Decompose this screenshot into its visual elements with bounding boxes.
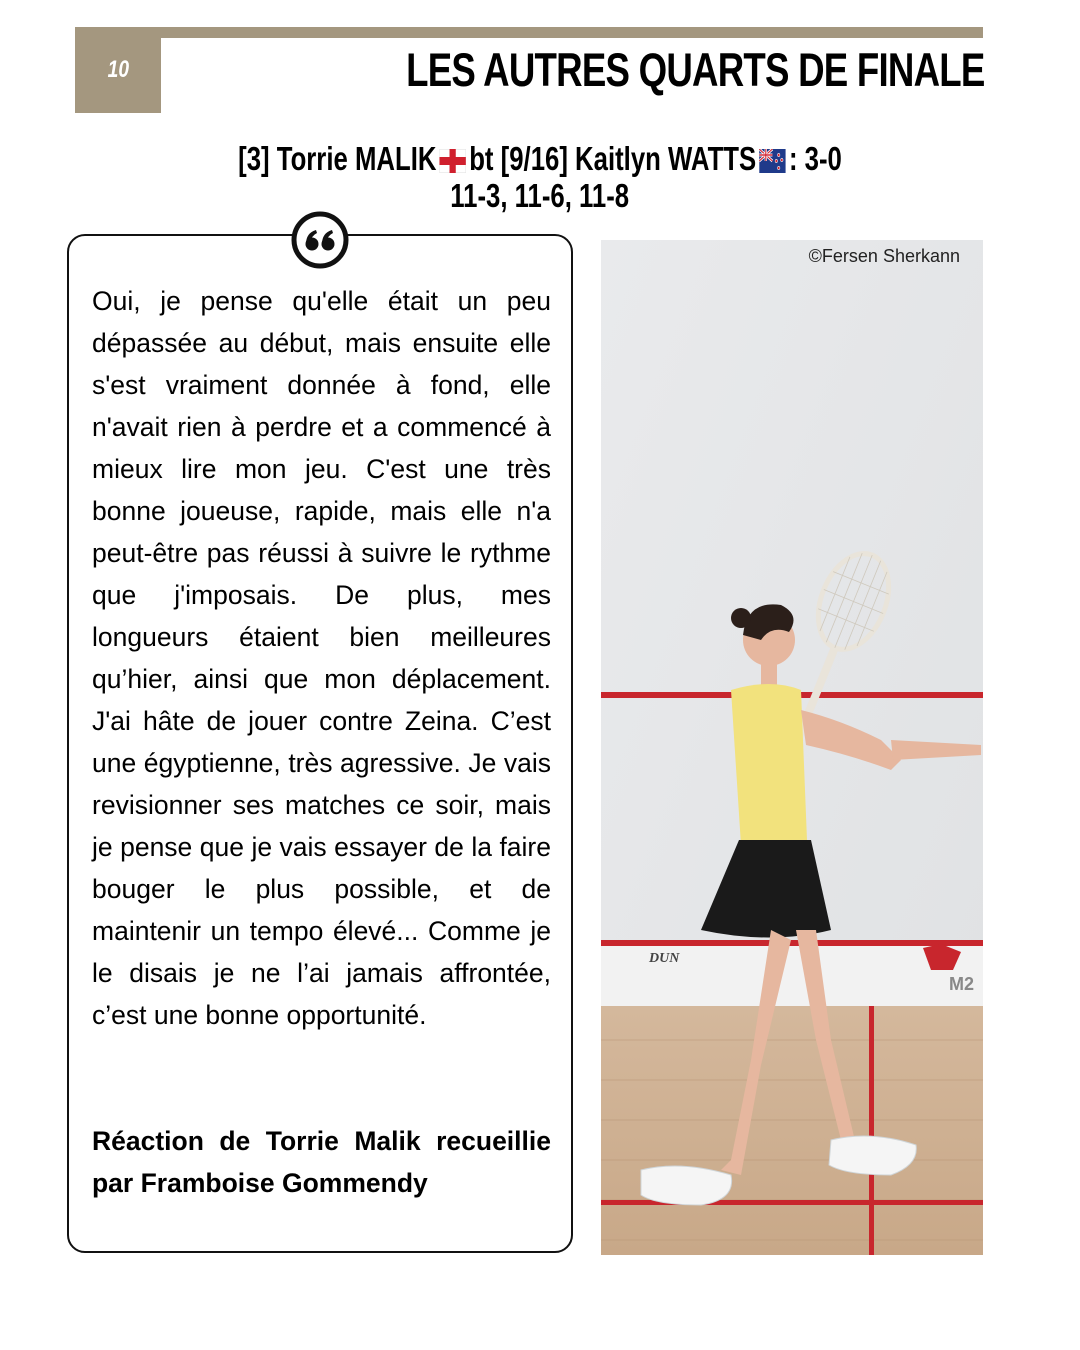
photo-credit: ©Fersen Sherkann: [808, 246, 960, 266]
match-score: : 3-0: [788, 140, 842, 177]
wall-sign-right: M2: [949, 974, 975, 994]
player2-name: bt [9/16] Kaitlyn WATTS: [469, 140, 757, 177]
quote-text: Oui, je pense qu'elle était un peu dépassée au début, mais ensuite elle s'est vraiment donnée à fond, elle n'avait rien à perdre et a commencé à mieux lire mon jeu. C'est une très bonne joueuse, rapide, mais elle n'a peut-être pas réussi à suivre le rythme que j'imposais. De plus, mes longueurs étaient bien meilleures qu’hier, ainsi que mon déplacement. J'ai hâte de jouer contre Zeina. C’est une égyptienne, très agressive. Je vais revisionner ses matches ce soir, mais je pense que je vais essayer de la faire bouger le plus possible, et de maintenir un tempo élevé... Comme je le disais je ne l’ai jamais affrontée, c’est une bonne opportunité.: [92, 286, 551, 1030]
match-result-line: [0, 138, 1080, 180]
set-scores: 11-3, 11-6, 11-8: [450, 177, 630, 214]
squash-court-illustration: [601, 240, 983, 1255]
header-accent-bar: [75, 27, 983, 38]
page-number: 10: [107, 56, 129, 83]
quote-credit: Réaction de Torrie Malik recueillie par Framboise Gommendy: [92, 1126, 551, 1198]
england-flag-icon: [440, 149, 467, 173]
quote-icon: [291, 211, 349, 269]
player-photo: [601, 240, 983, 1255]
page-number-box: [75, 27, 161, 113]
new-zealand-flag-icon: [759, 149, 786, 173]
page-title: LES AUTRES QUARTS DE FINALE: [406, 43, 985, 96]
player1-name: [3] Torrie MALIK: [238, 140, 437, 177]
wall-sign-left: DUN: [649, 951, 680, 966]
